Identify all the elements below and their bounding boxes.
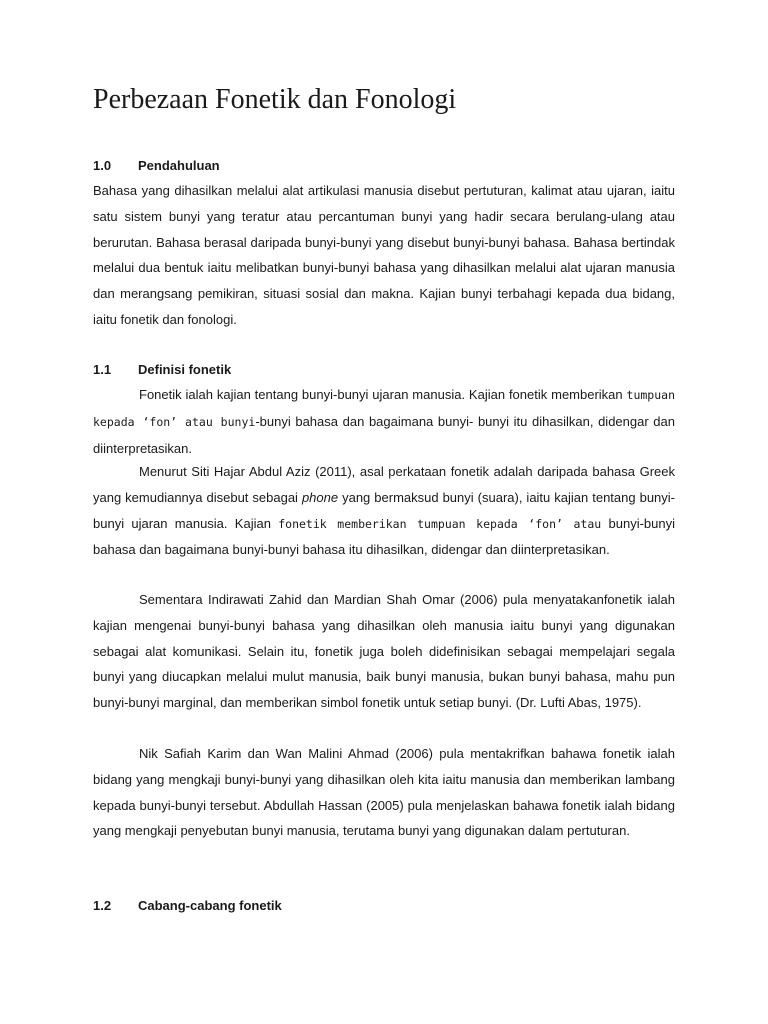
text-run: Menurut Siti Hajar Abdul Aziz (2011), asal perkataan fonetik adalah daripada bahasa Greek yang kemudiannya disebut sebagai: [93, 464, 675, 505]
paragraph-indirawati: Sementara Indirawati Zahid dan Mardian Shah Omar (2006) pula menyatakanfonetik ialah kajian mengenai bunyi-bunyi bahasa yang dihasilkan oleh manusia iaitu bunyi yang digunakan sebagai alat komunikasi. Selain itu, fonetik juga boleh didefinisikan sebagai mempelajari segala bunyi yang diucapkan melalui mulut manusia, baik bunyi manusia, bukan bunyi bahasa, mahu pun bunyi-bunyi marginal, dan memberikan simbol fonetik untuk setiap bunyi. (Dr. Lufti Abas, 1975).: [93, 592, 675, 711]
paragraph-pendahuluan: Bahasa yang dihasilkan melalui alat artikulasi manusia disebut pertuturan, kalimat atau ujaran, iaitu satu sistem bunyi yang teratur atau percantuman bunyi yang hadir secara berulang-ulang atau berurutan. Bahasa berasal daripada bunyi-bunyi yang disebut bunyi-bunyi bahasa. Bahasa bertindak melalui dua bentuk iaitu melibatkan bunyi-bunyi bahasa yang dihasilkan melalui alat ujaran manusia dan merangsang pemikiran, situasi sosial dan makna. Kajian bunyi terbahagi kepada dua bidang, iaitu fonetik dan fonologi.: [93, 183, 675, 327]
text-run-mono: tumpuan kepada ‘fon’ atau bunyi: [93, 388, 675, 429]
section-number: 1.0: [93, 158, 112, 173]
section-heading-1-0: [93, 158, 220, 173]
text-run-mono: fonetik memberikan tumpuan kepada ‘fon’ atau: [278, 516, 602, 531]
page-title: Perbezaan Fonetik dan Fonologi: [93, 84, 457, 115]
text-run: bunyi-bunyi bahasa dan bagaimana bunyi-bunyi bahasa itu dihasilkan, didengar dan diinterpretasikan.: [93, 515, 675, 558]
text-run: yang bermaksud bunyi (suara), iaitu kajian tentang bunyi-bunyi ujaran manusia. Kajian: [93, 489, 675, 531]
paragraph-siti-hajar: [93, 459, 675, 563]
section-title: Definisi fonetik: [138, 362, 232, 377]
section-title: Pendahuluan: [138, 158, 220, 173]
section-heading-1-1: [93, 362, 231, 377]
section-heading-1-2: [93, 898, 282, 913]
section-number: 1.2: [93, 898, 112, 913]
section-title: Cabang-cabang fonetik: [138, 898, 282, 913]
paragraph-nik-safiah: Nik Safiah Karim dan Wan Malini Ahmad (2006) pula mentakrifkan bahawa fonetik ialah bidang yang mengkaji bunyi-bunyi yang dihasilkan oleh kita iaitu manusia dan memberikan lambang kepada bunyi-bunyi tersebut. Abdullah Hassan (2005) pula menjelaskan bahawa fonetik ialah bidang yang mengkaji penyebutan bunyi manusia, terutama bunyi yang digunakan dalam pertuturan.: [93, 746, 675, 839]
text-run: -bunyi bahasa dan bagaimana bunyi- bunyi itu dihasilkan, didengar dan diinterpretasikan.: [93, 413, 675, 456]
text-run-italic: phone: [301, 489, 339, 505]
section-number: 1.1: [93, 362, 112, 377]
paragraph-fonetik-definition: [93, 382, 675, 461]
text-run: Fonetik ialah kajian tentang bunyi-bunyi ujaran manusia. Kajian fonetik memberikan: [139, 387, 627, 402]
